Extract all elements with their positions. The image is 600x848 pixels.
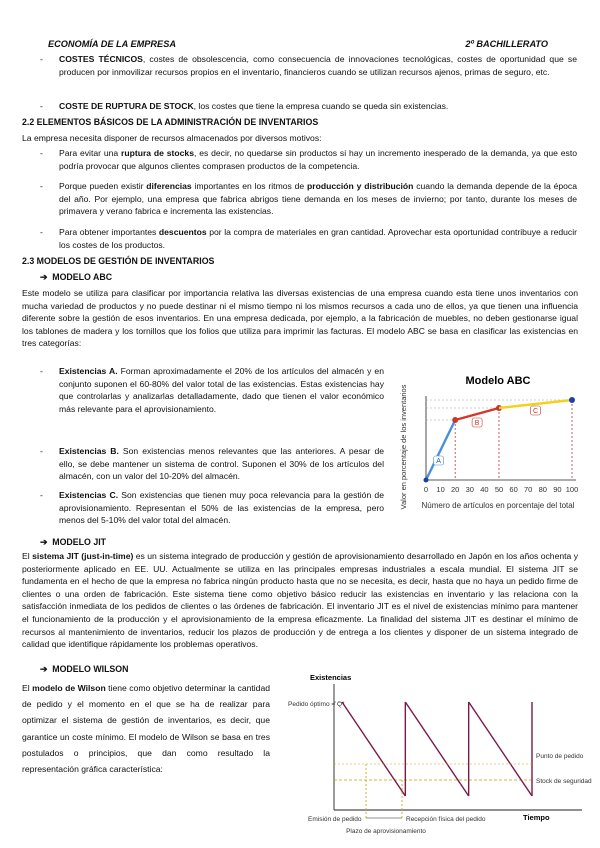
- x-tick-label: 20: [451, 485, 460, 494]
- subsection-abc: ➔ MODELO ABC: [40, 272, 113, 282]
- segment-label: B: [474, 420, 480, 427]
- abc-item: Existencias B. Son existencias menos relevantes que las anteriores. A pesar de ello, se debe mantener un sistema de control. Suponen el 30% de los artículos del almacén, con un valor del 10-20% del almacén.: [59, 446, 385, 482]
- jit-paragraph: El sistema JIT (just-in-time) es un sistema integrado de producción y gestión de aprovisionamiento desarrollado en Japón en los años ochenta y posteriormente aplicado en EE. UU. Actualmente se utiliza en las principales empresas industriales a escala mundial. El sistema JIT se fundamenta en el hecho de que la empresa no fabrica ningún producto hasta que no se necesita, es decir, hasta que no haya un pedido firme de clientes o una orden de fabricación. Este sistema tiene como objetivo básico reducir las existencias en inventario y las relaciona con la satisfacción inmediata de los pedidos de clientes o las órdenes de fabricación. El inventario JIT es el nivel de existencias mínimo para mantener el funcionamiento de la producción y el aprovisionamiento de la empresa eficazmente. La finalidad del sistema JIT es destinar el mínimo de recursos al mantenimiento de inventarios, reducir los plazos de producción y de entrega a los clientes y disponer de un sistema integrado de calidad que identifique rápidamente los problemas operativos.: [22, 551, 579, 650]
- page-header: [48, 38, 562, 50]
- data-point: [424, 478, 429, 483]
- x-tick-label: 0: [423, 485, 429, 494]
- chart-title: Modelo ABC: [465, 375, 531, 387]
- safety-stock-label: Stock de seguridad: [536, 778, 592, 785]
- section-heading: 2.2 ELEMENTOS BÁSICOS DE LA ADMINISTRACIÓN DE INVENTARIOS: [22, 117, 319, 127]
- receipt-label: Recepción física del pedido: [406, 816, 486, 823]
- x-axis-label: Número de artículos en porcentaje del total: [421, 501, 575, 510]
- abc-item: Existencias A. Forman aproximadamente el 20% de los artículos del almacén y en conjunto suponen el 60-80% del valor total de las existencias. Estas existencias hay que controlarlas y analizarlas detalladamente, dado que tienen el valor económico más relevante para el aprovisionamiento.: [59, 366, 384, 414]
- lead-time-label: Plazo de aprovisionamiento: [346, 828, 426, 835]
- abc-paragraph: Este modelo se utiliza para clasificar por importancia relativa las diversas existencias de una empresa cuando esta tiene unos inventarios con mucha variedad de productos y no puede destinar ni el mismo tiempo ni los mismos recursos a cada uno de ellos, ya que tienen una influencia diferente sobre la gestión de esos inventarios. En una empresa dedicada, por ejemplo, a la fabricación de muebles, no deben gestionarse igual los tablones de madera y los tornillos que los folios que utiliza para imprimir las facturas. El modelo ABC se basa en clasificar las existencias en tres categorías:: [22, 288, 578, 349]
- order-issue-label: Emisión de pedido: [308, 816, 362, 823]
- arrow-right-icon: ➔: [40, 537, 48, 547]
- header-course: 2º BACHILLERATO: [465, 39, 548, 49]
- stock-line-segment: [342, 702, 405, 796]
- section-heading: 2.3 MODELOS DE GESTIÓN DE INVENTARIOS: [22, 256, 215, 266]
- arrow-right-icon: ➔: [40, 664, 48, 674]
- subsection-jit: ➔ MODELO JIT: [40, 537, 107, 547]
- abc-item: Existencias C. Son existencias que tienen muy poca relevancia para la gestión de aprovisionamiento. Representan el 50% de las existencias de la empresa, pero menos del 5-10% del valor total del almacén.: [59, 490, 384, 526]
- x-tick-label: 80: [538, 485, 547, 494]
- x-tick-label: 50: [494, 485, 504, 494]
- segment-label: A: [436, 458, 441, 465]
- header-subject: ECONOMÍA DE LA EMPRESA: [48, 39, 176, 49]
- data-point: [569, 397, 575, 403]
- arrow-right-icon: ➔: [40, 272, 48, 282]
- y-axis-label: Existencias: [310, 673, 352, 682]
- x-tick-label: 60: [509, 485, 518, 494]
- wilson-chart: [282, 670, 594, 848]
- segment-label: C: [532, 408, 539, 415]
- subsection-wilson: ➔ MODELO WILSON: [40, 664, 129, 674]
- x-tick-label: 90: [553, 485, 562, 494]
- reason-item: Para evitar una ruptura de stocks, es decir, no quedarse sin productos si hay un incremento inesperado de la demanda, ya que esto podría provocar que algunos clientes comprasen productos de la competencia.: [59, 148, 577, 171]
- x-axis-label: Tiempo: [523, 813, 550, 822]
- x-tick-label: 30: [465, 485, 474, 494]
- series-segment-a: [426, 420, 455, 480]
- cost-item: COSTES TÉCNICOS, costes de obsolescencia, como consecuencia de innovaciones tecnológicas, costes de oportunidad que se producen por inmovilizar recursos propios en el inventario, financieros cuando se utilizan recursos ajenos, primas de seguro, etc.: [59, 54, 577, 77]
- reason-item: Para obtener importantes descuentos por la compra de materiales en gran cantidad. Aprovechar esta oportunidad contribuye a reducir los costes de los productos.: [59, 227, 577, 250]
- y-axis-label: Valor en porcentaje de los inventarios: [399, 384, 408, 510]
- reorder-point-label: Punto de pedido: [536, 753, 584, 760]
- x-tick-label: 40: [480, 485, 489, 494]
- wilson-paragraph: El modelo de Wilson tiene como objetivo determinar la cantidad de pedido y el momento en el que se ha de realizar para optimizar el sistema de gestión de inventarios, es decir, que garantice un coste mínimo. El modelo de Wilson se basa en tres postulados o principios, que dan como resultado la representación gráfica característica:: [22, 683, 271, 775]
- x-tick-label: 10: [436, 485, 445, 494]
- section-intro: La empresa necesita disponer de recursos almacenados por diversos motivos:: [22, 133, 322, 143]
- reason-item: Porque pueden existir diferencias importantes en los ritmos de producción y distribución cuando la demanda depende de la época del año. Por ejemplo, una empresa que fabrica abrigos tiene demanda en los meses de invierno; por tanto, durante los meses de primavera y verano fabrica e incrementa las existencias.: [59, 181, 577, 217]
- x-tick-label: 100: [565, 485, 579, 494]
- x-tick-label: 70: [524, 485, 533, 494]
- stock-line-segment: [469, 702, 532, 796]
- abc-chart: [390, 362, 586, 522]
- stock-line-segment: [405, 702, 468, 796]
- cost-item: COSTE DE RUPTURA DE STOCK, los costes que tiene la empresa cuando se queda sin existencias.: [59, 101, 449, 111]
- order-qty-label: Pedido óptimo = Q*: [288, 701, 345, 708]
